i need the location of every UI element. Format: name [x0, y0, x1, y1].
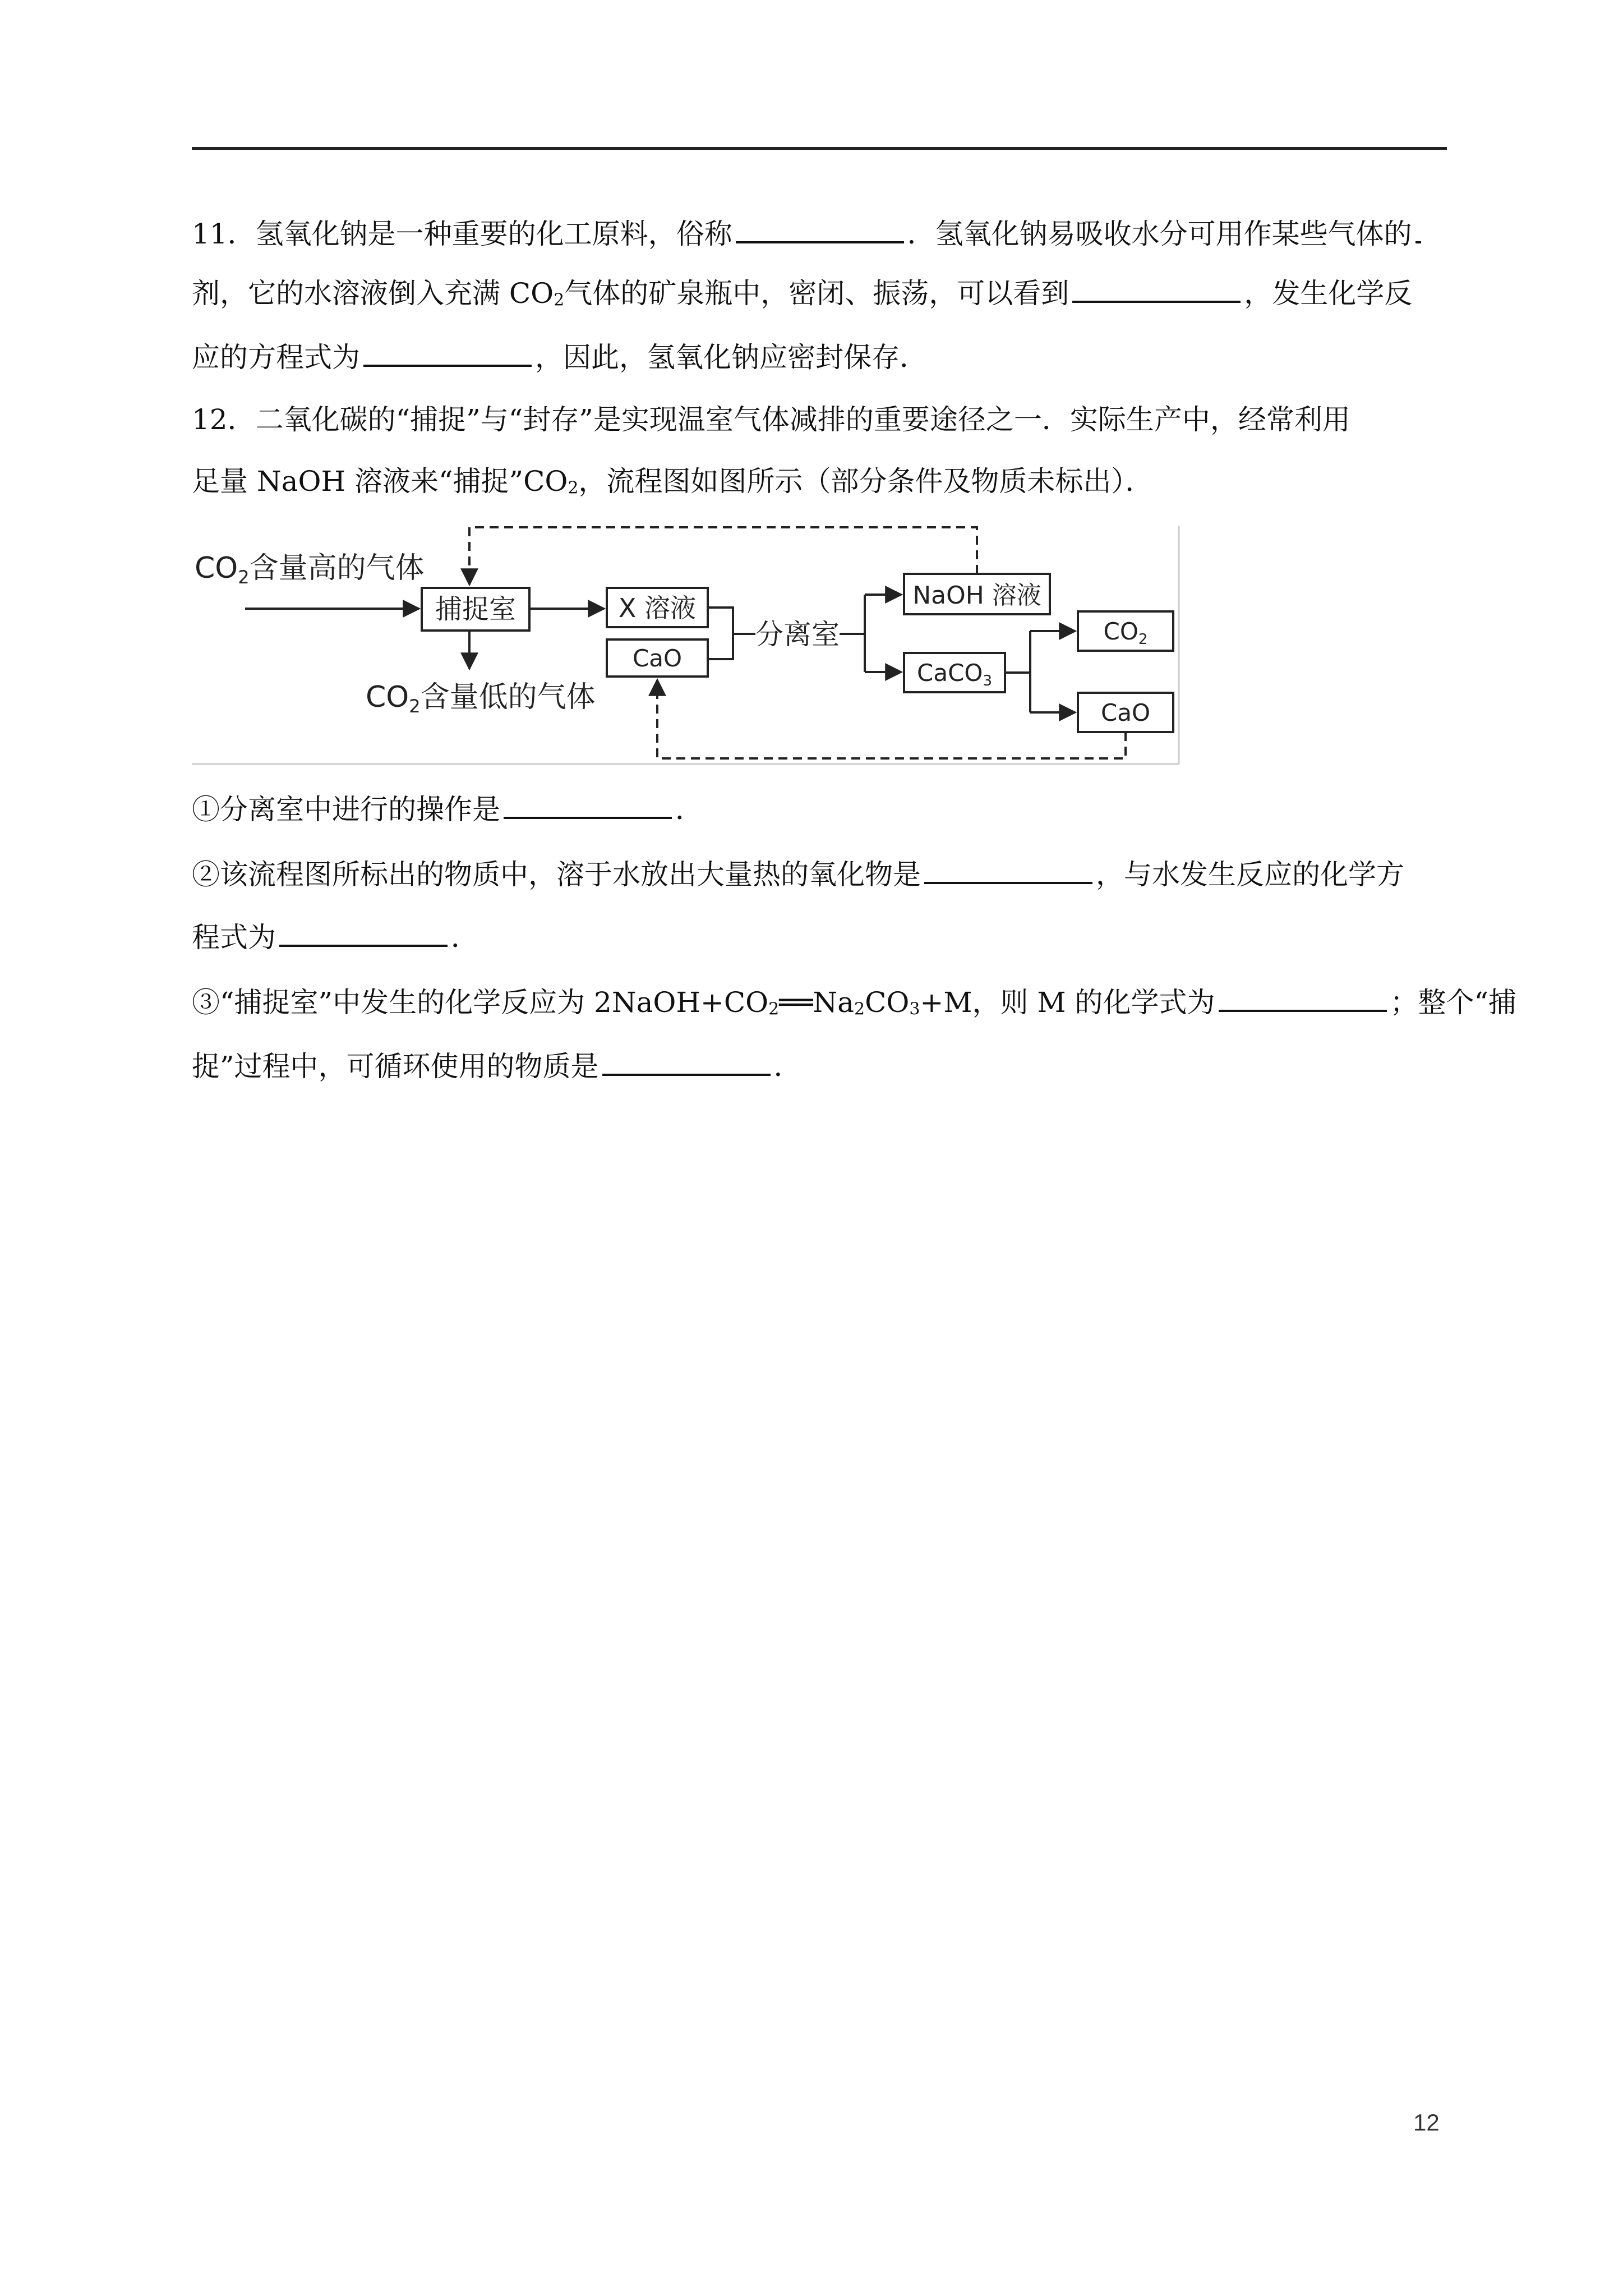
q11-text: ，因此，氢氧化钠应密封保存．: [535, 341, 928, 374]
q12-text: ②该流程图所标出的物质中，溶于水放出大量热的氧化物是: [192, 858, 921, 891]
q12-text: ．: [451, 921, 479, 954]
q12-text: 足量 NaOH 溶液来“捕捉”CO: [192, 465, 568, 498]
q12-text: ；整个“捕: [1390, 986, 1517, 1019]
answer-blank-observation[interactable]: [1072, 273, 1241, 303]
q12-text: 捉”过程中，可循环使用的物质是: [192, 1050, 599, 1083]
q12-line-2: [192, 463, 1447, 499]
page-number: 12: [1413, 2109, 1440, 2136]
q12-text: CO: [865, 986, 910, 1019]
input-gas-label: CO2含量高的气体: [195, 551, 425, 588]
answer-blank-equation[interactable]: [363, 337, 532, 367]
q12-text: ③“捕捉室”中发生的化学反应为 2NaOH+CO: [192, 986, 769, 1019]
answer-blank-agent[interactable]: [1415, 213, 1421, 243]
q12-text: ，与水发生反应的化学方: [1096, 858, 1404, 891]
answer-blank-oxide[interactable]: [924, 854, 1092, 884]
q12-text: +M，则 M 的化学式为: [920, 986, 1215, 1019]
subscript: 2: [854, 999, 865, 1019]
q11-line-3: [192, 337, 1447, 375]
q11-text: ，发生化学反: [1244, 277, 1413, 310]
q12-sub-3: [192, 982, 1517, 1020]
q11-line-1: [192, 213, 1447, 252]
subscript: 2: [768, 999, 780, 1019]
q11-text: 应的方程式为: [192, 341, 360, 374]
q11-line-2: [192, 273, 1447, 311]
subscript: 3: [909, 999, 920, 1019]
q12-text: ，流程图如图所示（部分条件及物质未标出）．: [578, 465, 1154, 498]
naoh-recycle-arrow: [469, 527, 977, 585]
output-gas-label: CO2含量低的气体: [366, 680, 596, 717]
header-rule: [192, 147, 1447, 150]
q12-text: ．: [773, 1050, 802, 1083]
caco3-label: CaCO3: [917, 659, 992, 689]
q11-text: 剂，它的水溶液倒入充满 CO: [192, 277, 554, 310]
q12-text: 程式为: [192, 921, 276, 954]
answer-blank-operation[interactable]: [504, 789, 672, 819]
capture-flow-diagram: [192, 522, 1184, 769]
q11-text: 气体的矿泉瓶中，密闭、振荡，可以看到: [564, 277, 1069, 310]
cao-output-label: CaO: [1100, 699, 1151, 726]
co2-output-label: CO2: [1103, 618, 1148, 648]
q12-sub-3-cont: [192, 1046, 1447, 1084]
q12-text: ①分离室中进行的操作是: [192, 793, 500, 826]
q12-text: 12．二氧化碳的“捕捉”与“封存”是实现温室气体减排的重要途径之一．实际生产中，经常利用: [192, 403, 1350, 436]
q12-sub-2-cont: [192, 917, 1447, 955]
q12-text: ══Na: [779, 986, 854, 1019]
q12-line-1: [192, 402, 1447, 438]
subscript: 2: [568, 478, 579, 498]
answer-blank-common-name[interactable]: [736, 213, 904, 243]
capture-room-label: 捕捉室: [435, 593, 517, 625]
q11-text: 11．氢氧化钠是一种重要的化工原料，俗称: [192, 218, 732, 250]
q11-text: ．氢氧化钠易吸收水分可用作某些气体的: [907, 218, 1412, 250]
naoh-solution-label: NaOH 溶液: [912, 581, 1041, 610]
answer-blank-formula-m[interactable]: [1219, 982, 1387, 1012]
answer-blank-recycled[interactable]: [602, 1046, 771, 1076]
answer-blank-water-equation[interactable]: [279, 917, 448, 947]
cao-input-label: CaO: [632, 645, 683, 672]
q12-text: ．: [675, 793, 703, 826]
cao-recycle-arrow: [657, 680, 1126, 758]
subscript: 2: [554, 290, 565, 310]
q12-sub-1: [192, 789, 1447, 827]
x-solution-label: X 溶液: [618, 593, 697, 623]
q12-sub-2: [192, 854, 1447, 892]
separation-room-label: 分离室: [755, 618, 840, 651]
